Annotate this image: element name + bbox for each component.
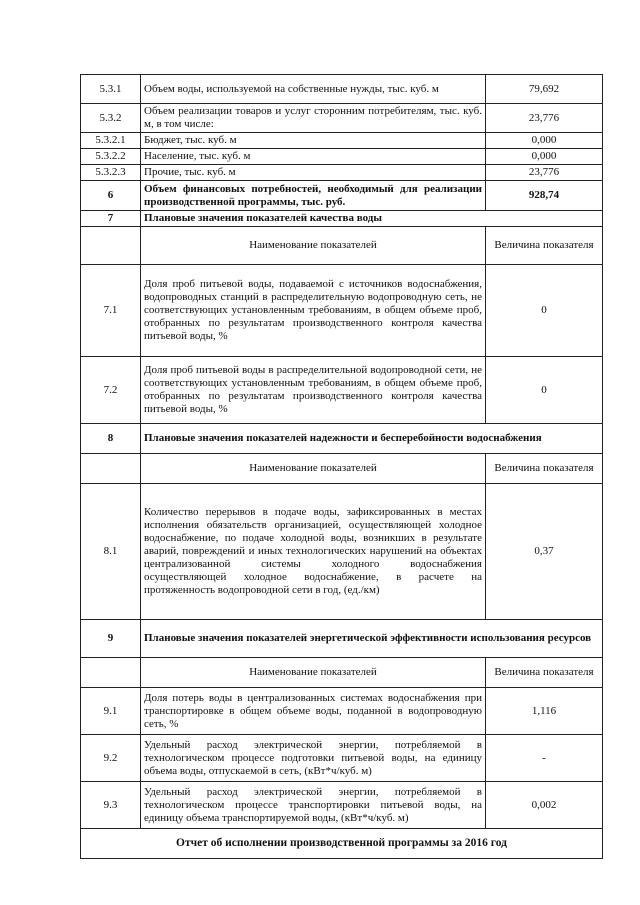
table-row	[81, 688, 603, 735]
row-description: Доля проб питьевой воды, подаваемой с источников водоснабжения, водопроводных станций в распределительную водопроводную сеть, не соответствующих установленным требованиям, в общем объеме проб, отобранных по результатам производственного контроля качества питьевой воды, %	[141, 265, 486, 357]
row-number: 8.1	[81, 484, 141, 620]
row-value: 79,692	[486, 75, 603, 104]
table-row	[81, 149, 603, 165]
empty-cell	[81, 658, 141, 688]
row-number: 7.2	[81, 357, 141, 424]
column-header-row	[81, 454, 603, 484]
row-description: Прочие, тыс. куб. м	[141, 165, 486, 181]
table-row	[81, 357, 603, 424]
section-number: 7	[81, 211, 141, 227]
row-value: 0,002	[486, 782, 603, 829]
row-description: Бюджет, тыс. куб. м	[141, 133, 486, 149]
row-value: 1,116	[486, 688, 603, 735]
row-number: 9.1	[81, 688, 141, 735]
section-title: Плановые значения показателей надежности и бесперебойности водоснабжения	[141, 424, 603, 454]
empty-cell	[81, 454, 141, 484]
table-row	[81, 265, 603, 357]
table-row	[81, 133, 603, 149]
row-value: -	[486, 735, 603, 782]
row-description: Удельный расход электрической энергии, потребляемой в технологическом процессе подготовки питьевой воды, на единицу объема воды, отпускаемой в сеть, (кВт*ч/куб. м)	[141, 735, 486, 782]
row-description: Население, тыс. куб. м	[141, 149, 486, 165]
row-number: 5.3.2.2	[81, 149, 141, 165]
row-number: 6	[81, 181, 141, 211]
table-row	[81, 165, 603, 181]
financial-needs-row	[81, 181, 603, 211]
row-value: 928,74	[486, 181, 603, 211]
row-description: Объем воды, используемой на собственные нужды, тыс. куб. м	[141, 75, 486, 104]
row-value: 23,776	[486, 104, 603, 133]
row-number: 5.3.2.1	[81, 133, 141, 149]
table-row	[81, 484, 603, 620]
program-table	[80, 74, 603, 859]
row-description: Удельный расход электрической энергии, потребляемой в технологическом процессе транспортировки питьевой воды, на единицу объема транспортируемой воды, (кВт*ч/куб. м)	[141, 782, 486, 829]
column-header-row	[81, 227, 603, 265]
row-number: 9.2	[81, 735, 141, 782]
report-title-row	[81, 829, 603, 859]
row-description: Доля потерь воды в централизованных системах водоснабжения при транспортировке в общем объеме воды, поданной в водопроводную сеть, %	[141, 688, 486, 735]
empty-cell	[81, 227, 141, 265]
row-number: 5.3.2.3	[81, 165, 141, 181]
row-value: 23,776	[486, 165, 603, 181]
row-value: 0,37	[486, 484, 603, 620]
row-description: Объем финансовых потребностей, необходимый для реализации производственной программы, тыс. руб.	[141, 181, 486, 211]
row-description: Объем реализации товаров и услуг сторонним потребителям, тыс. куб. м, в том числе:	[141, 104, 486, 133]
section-header-row	[81, 620, 603, 658]
table-row	[81, 735, 603, 782]
row-description: Доля проб питьевой воды в распределительной водопроводной сети, не соответствующих установленным требованиям, в общем объеме проб, отобранных по результатам производственного контроля качества питьевой воды, %	[141, 357, 486, 424]
table-row	[81, 104, 603, 133]
section-number: 8	[81, 424, 141, 454]
row-value: 0,000	[486, 149, 603, 165]
section-title: Плановые значения показателей качества воды	[141, 211, 603, 227]
column-header-row	[81, 658, 603, 688]
section-number: 9	[81, 620, 141, 658]
column-header-value: Величина показателя	[486, 658, 603, 688]
row-value: 0	[486, 357, 603, 424]
report-title: Отчет об исполнении производственной программы за 2016 год	[81, 829, 603, 859]
row-number: 5.3.2	[81, 104, 141, 133]
row-value: 0	[486, 265, 603, 357]
table-row	[81, 75, 603, 104]
section-title: Плановые значения показателей энергетической эффективности использования ресурсов	[141, 620, 603, 658]
column-header-name: Наименование показателей	[141, 227, 486, 265]
table-row	[81, 782, 603, 829]
section-header-row	[81, 424, 603, 454]
column-header-name: Наименование показателей	[141, 658, 486, 688]
row-number: 5.3.1	[81, 75, 141, 104]
row-value: 0,000	[486, 133, 603, 149]
column-header-value: Величина показателя	[486, 227, 603, 265]
column-header-value: Величина показателя	[486, 454, 603, 484]
row-number: 7.1	[81, 265, 141, 357]
section-header-row	[81, 211, 603, 227]
row-description: Количество перерывов в подаче воды, зафиксированных в местах исполнения обязательств организацией, осуществляющей холодное водоснабжение, по подаче холодной воды, возникших в результате аварий, повреждений и иных технологических нарушений на объектах централизованной системы холодного водоснабжения осуществляющей холодное водоснабжение, в расчете на протяженность водопроводной сети в год, (ед./км)	[141, 484, 486, 620]
column-header-name: Наименование показателей	[141, 454, 486, 484]
row-number: 9.3	[81, 782, 141, 829]
